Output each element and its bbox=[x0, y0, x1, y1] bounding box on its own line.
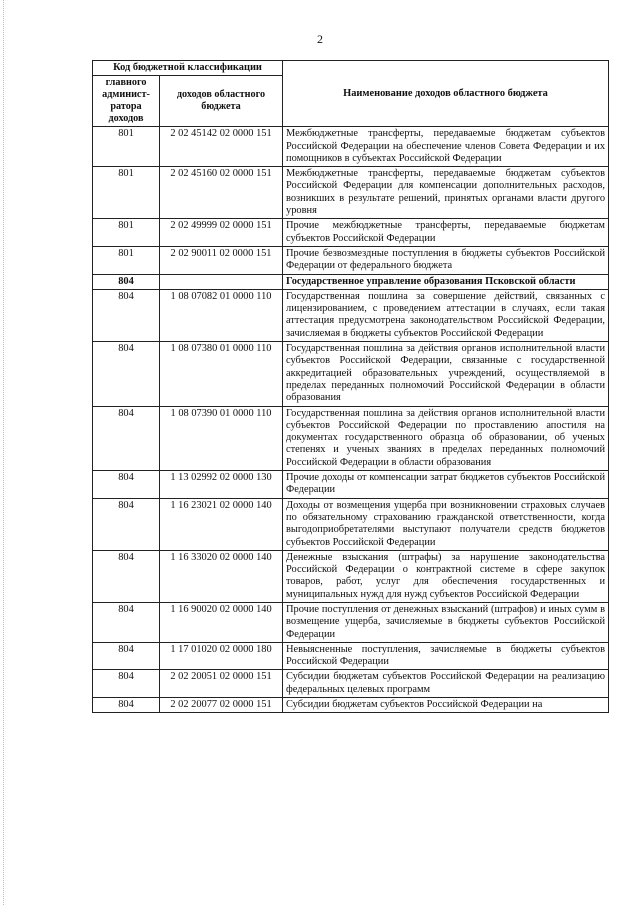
table-row bbox=[93, 498, 609, 550]
table-row bbox=[93, 289, 609, 341]
table-body bbox=[93, 127, 609, 713]
table-row bbox=[93, 167, 609, 219]
page-number: 2 bbox=[317, 32, 323, 46]
admin-code-cell: 801 bbox=[93, 219, 160, 247]
admin-code-cell: 804 bbox=[93, 342, 160, 406]
revenue-name-cell: Невыясненные поступления, зачисляемые в бюджеты субъектов Российской Федерации bbox=[283, 642, 609, 670]
header-revenue-code: доходов областного бюджета bbox=[160, 76, 283, 127]
table-row bbox=[93, 342, 609, 406]
revenue-name-cell: Государственная пошлина за совершение действий, связанных с лицензированием, с проведением аттестации в случаях, если такая аттестация предусмотрена законодательством Российской Федерации, зачисляемая в бюджеты субъектов Российской Федерации bbox=[283, 289, 609, 341]
admin-code-cell: 804 bbox=[93, 406, 160, 470]
revenue-name-cell: Прочие доходы от компенсации затрат бюджетов субъектов Российской Федерации bbox=[283, 471, 609, 499]
revenue-name-cell: Государственное управление образования Псковской области bbox=[283, 274, 609, 289]
header-revenue-name: Наименование доходов областного бюджета bbox=[283, 61, 609, 127]
table-row bbox=[93, 246, 609, 274]
revenue-name-cell: Государственная пошлина за действия органов исполнительной власти субъектов Российской Федерации по проставлению апостиля на документах государственного образца об образовании, об ученых степенях и ученых званиях в пределах переданных полномочий Российской Федерации в области образования bbox=[283, 406, 609, 470]
header-main-administrator: главного админист-ратора доходов bbox=[93, 76, 160, 127]
revenue-code-cell: 1 17 01020 02 0000 180 bbox=[160, 642, 283, 670]
revenue-code-cell: 1 16 33020 02 0000 140 bbox=[160, 550, 283, 602]
admin-code-cell: 804 bbox=[93, 498, 160, 550]
revenue-code-cell: 2 02 49999 02 0000 151 bbox=[160, 219, 283, 247]
scan-edge-line bbox=[3, 0, 5, 905]
revenue-name-cell: Межбюджетные трансферты, передаваемые бюджетам субъектов Российской Федерации на обеспечение членов Совета Федерации и их помощников в субъектах Российской Федерации bbox=[283, 127, 609, 167]
revenue-code-cell: 2 02 90011 02 0000 151 bbox=[160, 246, 283, 274]
revenue-name-cell: Государственная пошлина за действия органов исполнительной власти субъектов Российской Федерации, связанные с государственной аккредитацией образовательных учреждений, осуществляемой в пределах переданных полномочий Российской Федерации в области образования bbox=[283, 342, 609, 406]
revenue-code-cell: 1 13 02992 02 0000 130 bbox=[160, 471, 283, 499]
admin-code-cell: 801 bbox=[93, 246, 160, 274]
revenue-code-cell: 1 16 90020 02 0000 140 bbox=[160, 602, 283, 642]
admin-code-cell: 804 bbox=[93, 550, 160, 602]
revenue-code-cell bbox=[160, 274, 283, 289]
table-row bbox=[93, 219, 609, 247]
table-row bbox=[93, 471, 609, 499]
table-row bbox=[93, 642, 609, 670]
admin-code-cell: 804 bbox=[93, 642, 160, 670]
revenue-name-cell: Денежные взыскания (штрафы) за нарушение законодательства Российской Федерации о контрактной системе в сфере закупок товаров, работ, услуг для обеспечения государственных и муниципальных нужд для нужд субъектов Российской Федерации bbox=[283, 550, 609, 602]
table-row bbox=[93, 550, 609, 602]
table-row bbox=[93, 698, 609, 713]
admin-code-cell: 804 bbox=[93, 289, 160, 341]
revenue-code-cell: 1 08 07380 01 0000 110 bbox=[160, 342, 283, 406]
revenue-name-cell: Доходы от возмещения ущерба при возникновении страховых случаев по обязательному страхованию гражданской ответственности, когда выгодоприобретателями выступают получатели средств бюджетов субъектов Российской Федерации bbox=[283, 498, 609, 550]
budget-classification-table bbox=[92, 60, 609, 713]
revenue-code-cell: 1 08 07082 01 0000 110 bbox=[160, 289, 283, 341]
admin-code-cell: 801 bbox=[93, 167, 160, 219]
revenue-code-cell: 2 02 45160 02 0000 151 bbox=[160, 167, 283, 219]
admin-code-cell: 801 bbox=[93, 127, 160, 167]
revenue-code-cell: 2 02 45142 02 0000 151 bbox=[160, 127, 283, 167]
revenue-name-cell: Прочие поступления от денежных взысканий (штрафов) и иных сумм в возмещение ущерба, зачисляемые в бюджеты субъектов Российской Федерации bbox=[283, 602, 609, 642]
revenue-name-cell: Субсидии бюджетам субъектов Российской Федерации на bbox=[283, 698, 609, 713]
admin-code-cell: 804 bbox=[93, 274, 160, 289]
admin-code-cell: 804 bbox=[93, 698, 160, 713]
admin-code-cell: 804 bbox=[93, 670, 160, 698]
table-row bbox=[93, 274, 609, 289]
revenue-code-cell: 2 02 20077 02 0000 151 bbox=[160, 698, 283, 713]
revenue-code-cell: 2 02 20051 02 0000 151 bbox=[160, 670, 283, 698]
admin-code-cell: 804 bbox=[93, 602, 160, 642]
revenue-code-cell: 1 16 23021 02 0000 140 bbox=[160, 498, 283, 550]
header-classification-code: Код бюджетной классификации bbox=[93, 61, 283, 76]
revenue-name-cell: Прочие межбюджетные трансферты, передаваемые бюджетам субъектов Российской Федерации bbox=[283, 219, 609, 247]
table-row bbox=[93, 602, 609, 642]
revenue-name-cell: Субсидии бюджетам субъектов Российской Федерации на реализацию федеральных целевых программ bbox=[283, 670, 609, 698]
revenue-name-cell: Межбюджетные трансферты, передаваемые бюджетам субъектов Российской Федерации для компенсации дополнительных расходов, возникших в результате решений, принятых органами власти другого уровня bbox=[283, 167, 609, 219]
revenue-name-cell: Прочие безвозмездные поступления в бюджеты субъектов Российской Федерации от федерального бюджета bbox=[283, 246, 609, 274]
revenue-code-cell: 1 08 07390 01 0000 110 bbox=[160, 406, 283, 470]
admin-code-cell: 804 bbox=[93, 471, 160, 499]
table-row bbox=[93, 406, 609, 470]
table-row bbox=[93, 127, 609, 167]
table-row bbox=[93, 670, 609, 698]
